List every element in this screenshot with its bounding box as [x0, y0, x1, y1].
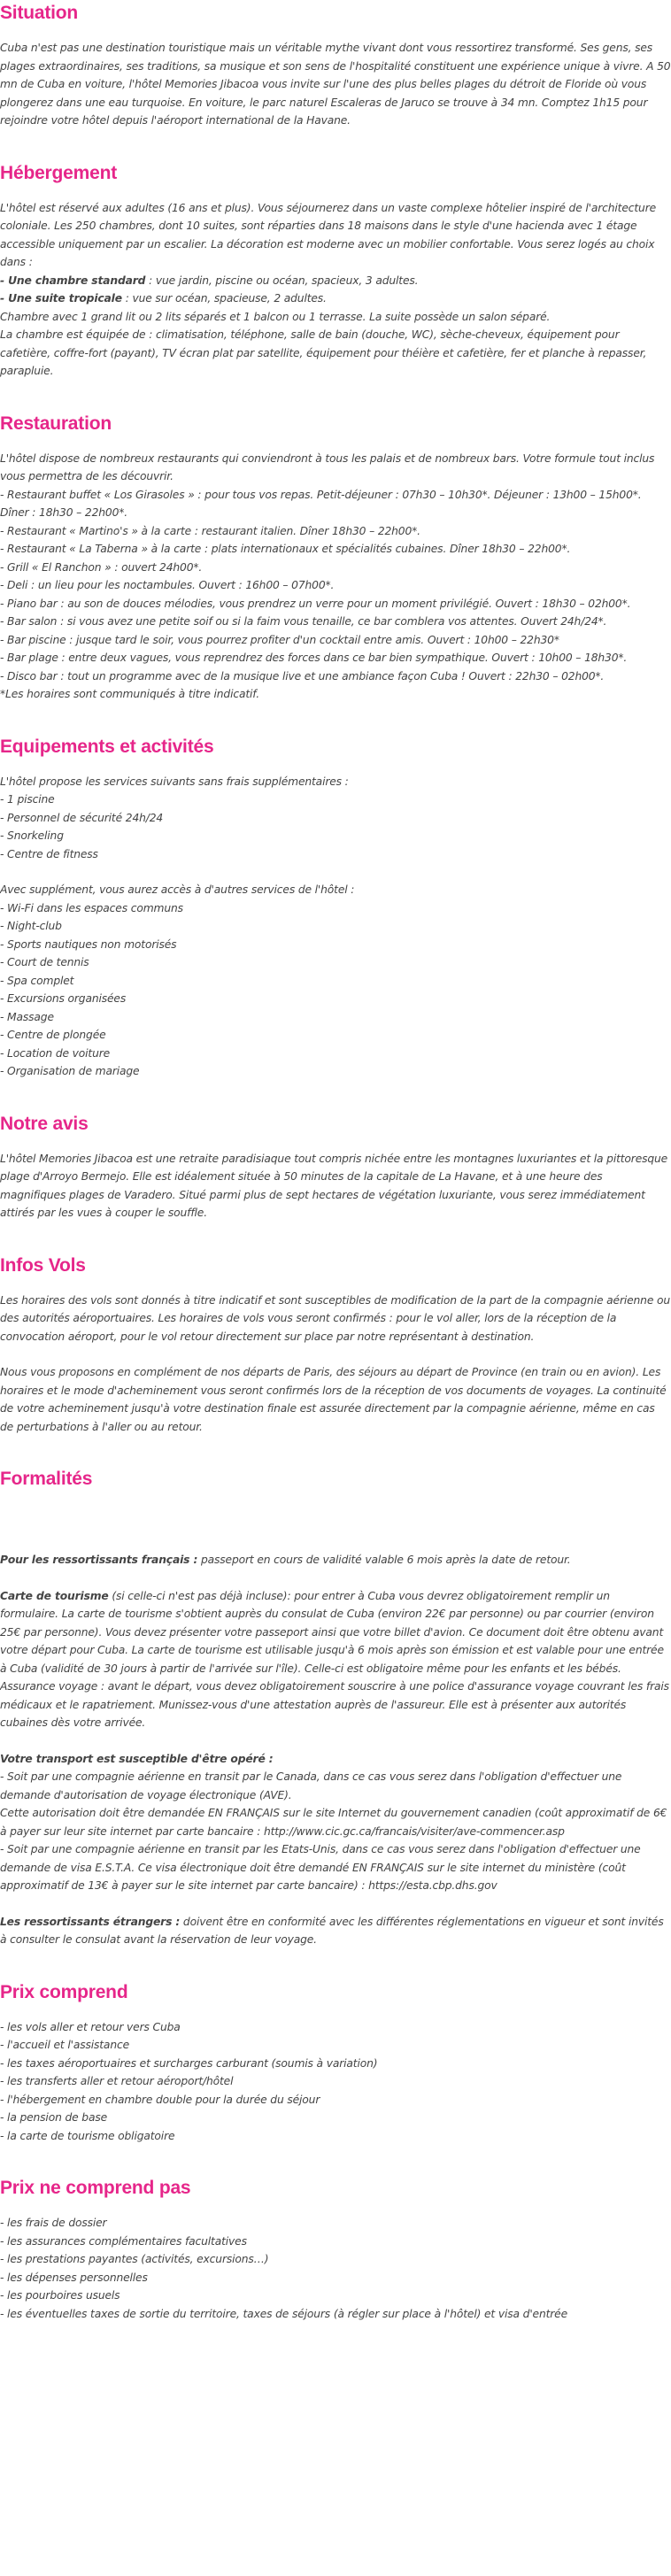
list-item: - les éventuelles taxes de sortie du territoire, taxes de séjours (à régler sur place à l'hôtel) et visa d'entrée	[0, 2307, 568, 2320]
list-item: - Excursions organisées	[0, 992, 127, 1005]
section-restauration	[0, 413, 671, 704]
restauration-line: - Bar plage : entre deux vagues, vous reprendrez des forces dans ce bar bien sympathique. Ouvert : 10h00 – 18h30*.	[0, 652, 628, 664]
room-suite-label: - Une suite tropicale	[0, 292, 122, 305]
section-title-prix-non: Prix ne comprend pas	[0, 2178, 191, 2198]
restauration-line: - Piano bar : au son de douces mélodies, vous prendrez un verre pour un moment privilégié. Ouvert : 18h30 – 02h00*.	[0, 597, 631, 610]
list-item: - Centre de fitness	[0, 847, 98, 860]
list-item: - l'hébergement en chambre double pour la durée du séjour	[0, 2093, 320, 2106]
list-item: - Location de voiture	[0, 1046, 111, 1060]
restauration-line: - Bar salon : si vous avez une petite soif ou si la faim vous tenaille, ce bar comblera vos attentes. Ouvert 24h/24*.	[0, 615, 607, 628]
restauration-line: - Restaurant buffet « Los Girasoles » : pour tous vos repas. Petit-déjeuner : 07h30 – 10h30*. Déjeuner : 13h00 – 15h00*. Dîner : 18h30 – 22h00*.	[0, 488, 642, 519]
list-item: - les taxes aéroportuaires et surcharges carburant (soumis à variation)	[0, 2056, 378, 2070]
list-item: - l'accueil et l'assistance	[0, 2039, 129, 2051]
restauration-line: L'hôtel dispose de nombreux restaurants qui conviendront à tous les palais et de nombreux bars. Votre formule tout inclus vous permettra de les découvrir.	[0, 451, 655, 482]
section-title-formalites: Formalités	[0, 1469, 93, 1489]
section-formalites	[0, 1468, 671, 1949]
room-suite-text: : vue sur océan, spacieuse, 2 adultes.	[121, 292, 327, 305]
equipements-paid-list	[0, 899, 671, 1081]
section-equipements	[0, 736, 671, 1081]
list-item: - Court de tennis	[0, 956, 89, 968]
equipements-intro: L'hôtel propose les services suivants sans frais supplémentaires :	[0, 775, 349, 788]
section-title-situation: Situation	[0, 3, 79, 23]
section-title-restauration: Restauration	[0, 413, 112, 434]
section-title-hebergement: Hébergement	[0, 162, 118, 183]
section-title-avis: Notre avis	[0, 1113, 89, 1134]
list-item: - Spa complet	[0, 974, 74, 987]
section-hebergement	[0, 162, 671, 381]
list-item: - les dépenses personnelles	[0, 2271, 148, 2284]
list-item: - Night-club	[0, 920, 62, 932]
avis-text: L'hôtel Memories Jibacoa est une retraite paradisiaque tout compris nichée entre les montagnes luxuriantes et la pittoresque plage d'Arroyo Bermejo. Elle est idéalement située à 50 minutes de la capitale de La Havane, et à une heure des magnifiques plages de Varadero. Situé parmi plus de sept hectares de végétation luxuriante, vous serez immédiatement attirés par les vues à couper le souffle.	[0, 1152, 668, 1219]
formalites-etrangers-text: doivent être en conformité avec les différentes réglementations en vigueur et sont invités à consulter le consulat avant la réservation de leur voyage.	[0, 1915, 664, 1946]
list-item: - les prestations payantes (activités, excursions…)	[0, 2253, 269, 2265]
hebergement-text-2: Chambre avec 1 grand lit ou 2 lits séparés et 1 balcon ou 1 terrasse. La suite possède un salon séparé.	[0, 310, 551, 323]
restauration-note: *Les horaires sont communiqués à titre indicatif.	[0, 688, 259, 700]
list-item: - les assurances complémentaires facultatives	[0, 2234, 247, 2248]
section-prix-non	[0, 2177, 671, 2323]
equipements-free-list	[0, 791, 671, 863]
room-standard	[0, 272, 671, 290]
list-item: - Snorkeling	[0, 829, 64, 842]
list-item: - les pourboires usuels	[0, 2289, 120, 2302]
restauration-line: - Restaurant « Martino's » à la carte : restaurant italien. Dîner 18h30 – 22h00*.	[0, 524, 420, 537]
section-situation	[0, 2, 671, 130]
formalites-transport-line: - Soit par une compagnie aérienne en transit par les Etats-Unis, dans ce cas vous serez dans l'obligation d'effectuer une demande de visa E.S.T.A. Ce visa électronique doit être demandé EN FRANÇAIS sur le site internet du ministère (coût approximatif de 13€ à payer sur le site internet par carte bancaire) : https://esta.cbp.dhs.gov	[0, 1843, 641, 1892]
hebergement-text-3: La chambre est équipée de : climatisation, téléphone, salle de bain (douche, WC), sèche-cheveux, équipement pour cafetière, coffre-fort (payant), TV écran plat par satellite, équipement pour théière et cafetière, fer et planche à repasser, parapluie.	[0, 328, 647, 377]
list-item: - Massage	[0, 1010, 54, 1023]
formalites-carte	[0, 1587, 671, 1678]
vols-text-2: Nous vous proposons en complément de nos départs de Paris, des séjours au départ de Province (en train ou en avion). Les horaires et le mode d'acheminement vous seront confirmés lors de la réception de vos documents de voyages. La continuité de votre acheminement jusqu'à votre destination finale est assurée directement par la compagnie aérienne, même en cas de perturbations à l'aller ou au retour.	[0, 1366, 667, 1433]
formalites-transport	[0, 1750, 671, 1769]
prix-non-list	[0, 2214, 671, 2323]
restauration-list	[0, 450, 671, 704]
list-item: - la pension de base	[0, 2111, 108, 2124]
list-item: - les transferts aller et retour aéroport/hôtel	[0, 2075, 234, 2087]
section-title-vols: Infos Vols	[0, 1254, 86, 1276]
situation-text: Cuba n'est pas une destination touristique mais un véritable mythe vivant dont vous ressortirez transformé. Ses gens, ses plages extraordinaires, ses traditions, sa musique et son sens de l'hospitalité constituent une expérience unique à vivre. A 50 mn de Cuba en voiture, l'hôtel Memories Jibacoa vous invite sur l'une des plus belles plages du détroit de Floride où vous plongerez dans une eau turquoise. En voiture, le parc naturel Escaleras de Jaruco se trouve à 34 mn. Comptez 1h15 pour rejoindre votre hôtel depuis l'aéroport international de la Havane.	[0, 42, 671, 127]
list-item: - Organisation de mariage	[0, 1065, 140, 1077]
formalites-francais-text: passeport en cours de validité valable 6 mois après la date de retour.	[197, 1554, 571, 1566]
list-item: - Personnel de sécurité 24h/24	[0, 811, 164, 824]
list-item: - Wi-Fi dans les espaces communs	[0, 901, 183, 914]
vols-text-1: Les horaires des vols sont donnés à titre indicatif et sont susceptibles de modification de la part de la compagnie aérienne ou des autorités aéroportuaires. Les horaires de vols vous seront confirmés : pour le vol aller, lors de la réception de la convocation aéroport, pour le vol retour directement sur place par notre représentant à destination.	[0, 1293, 671, 1343]
room-standard-text: : vue jardin, piscine ou océan, spacieux, 3 adultes.	[145, 274, 419, 287]
hebergement-intro: L'hôtel est réservé aux adultes (16 ans et plus). Vous séjournerez dans un vaste complexe hôtelier inspiré de l'architecture coloniale. Les 250 chambres, dont 10 suites, sont réparties dans 18 maisons dans le style d'une hacienda avec 1 étage accessible uniquement par un escalier. La décoration est moderne avec un mobilier confortable. Vous serez logés au choix dans :	[0, 201, 657, 268]
restauration-line: - Restaurant « La Taberna » à la carte : plats internationaux et spécialités cubaines. Dîner 18h30 – 22h00*.	[0, 543, 571, 555]
formalites-transport-label: Votre transport est susceptible d'être opéré :	[0, 1752, 274, 1765]
formalites-carte-label: Carte de tourisme	[0, 1589, 109, 1602]
equipements-paid-intro: Avec supplément, vous aurez accès à d'autres services de l'hôtel :	[0, 883, 355, 896]
list-item: - Centre de plongée	[0, 1029, 106, 1041]
list-item: - 1 piscine	[0, 793, 55, 806]
restauration-line: - Bar piscine : jusque tard le soir, vous pourrez profiter d'un cocktail entre amis. Ouvert : 10h00 – 22h30*	[0, 633, 559, 646]
list-item: - les vols aller et retour vers Cuba	[0, 2020, 181, 2033]
section-vols	[0, 1254, 671, 1437]
list-item: - la carte de tourisme obligatoire	[0, 2129, 175, 2142]
formalites-transport-line: Cette autorisation doit être demandée EN FRANÇAIS sur le site Internet du gouvernement canadien (coût approximatif de 6€ à payer sur leur site internet par carte bancaire : http://www.cic.gc.ca/francais/visiter/ave-commencer.asp	[0, 1807, 667, 1838]
formalites-francais-label: Pour les ressortissants français :	[0, 1554, 198, 1566]
section-title-equipements: Equipements et activités	[0, 736, 214, 757]
formalites-assurance: Assurance voyage : avant le départ, vous devez obligatoirement souscrire à une police d'assurance voyage couvrant les frais médicaux et le rapatriement. Munissez-vous d'une attestation auprès de l'assureur. Elle est à présenter aux autorités cubaines dès votre arrivée.	[0, 1680, 669, 1729]
formalites-francais	[0, 1551, 671, 1570]
restauration-line: - Grill « El Ranchon » : ouvert 24h00*.	[0, 560, 203, 574]
list-item: - Sports nautiques non motorisés	[0, 937, 177, 951]
section-avis	[0, 1113, 671, 1222]
formalites-transport-line: - Soit par une compagnie aérienne en transit par le Canada, dans ce cas vous serez dans l'obligation d'effectuer une demande d'autorisation de voyage électronique (AVE).	[0, 1770, 622, 1801]
formalites-etrangers-label: Les ressortissants étrangers :	[0, 1915, 181, 1928]
formalites-etrangers	[0, 1913, 671, 1949]
restauration-line: - Deli : un lieu pour les noctambules. Ouvert : 16h00 – 07h00*.	[0, 579, 335, 591]
room-standard-label: - Une chambre standard	[0, 274, 146, 287]
section-title-prix: Prix comprend	[0, 1981, 128, 2002]
restauration-line: - Disco bar : tout un programme avec de la musique live et une ambiance façon Cuba ! Ouvert : 22h30 – 02h00*.	[0, 669, 605, 683]
section-prix	[0, 1981, 671, 2146]
prix-list	[0, 2018, 671, 2146]
list-item: - les frais de dossier	[0, 2217, 107, 2229]
formalites-carte-text: (si celle-ci n'est pas déjà incluse): pour entrer à Cuba vous devrez obligatoirement remplir un formulaire. La carte de tourisme s'obtient auprès du consulat de Cuba (environ 22€ par personne) ou par courrier (environ 25€ par personne). Vous devez présenter votre passeport ainsi que votre billet d'avion. Ce document doit être obtenu avant votre départ pour Cuba. La carte de tourisme est utilisable jusqu'à 6 mois après son émission et est valable pour une entrée à Cuba (validité de 30 jours à partir de l'arrivée sur l'île). Celle-ci est obligatoire même pour les enfants et les bébés.	[0, 1589, 664, 1675]
room-suite	[0, 289, 671, 308]
